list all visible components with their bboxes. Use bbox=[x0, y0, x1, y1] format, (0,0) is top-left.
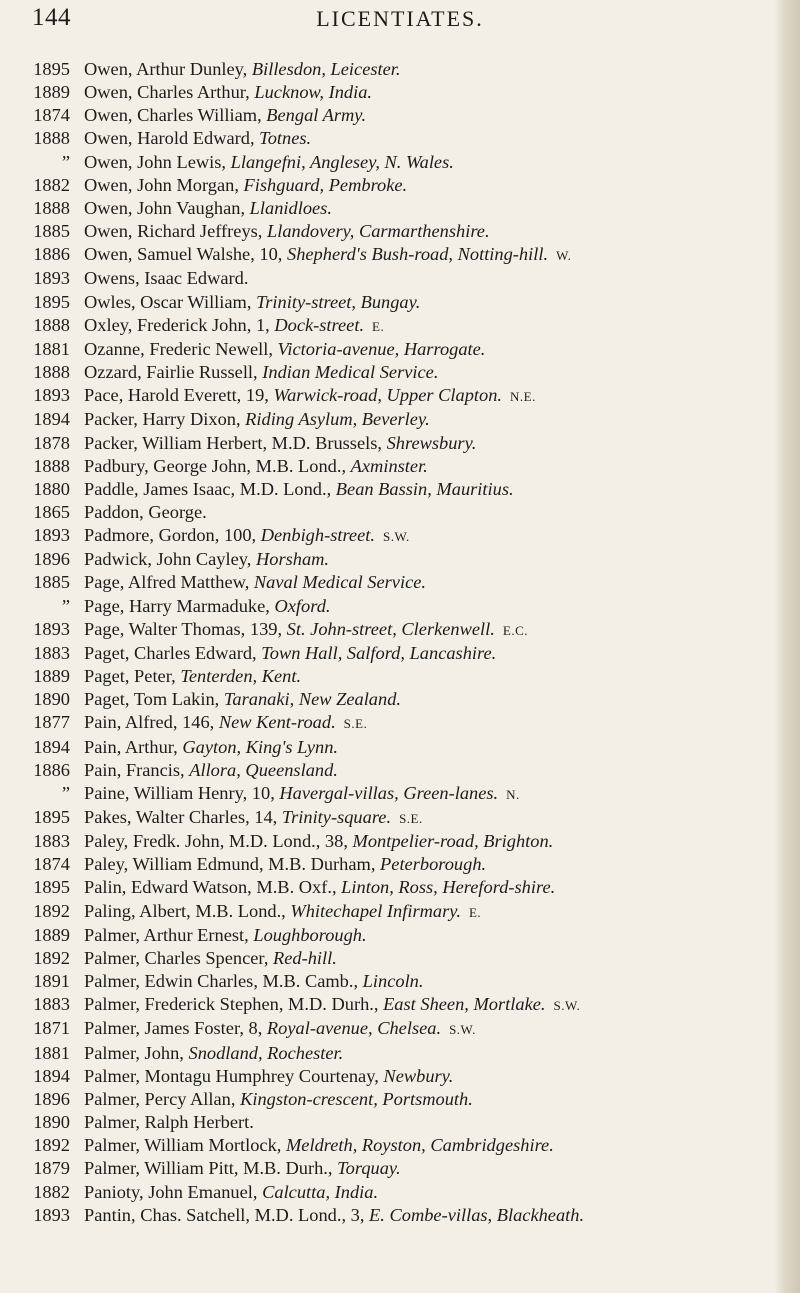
entry-year: 1893 bbox=[33, 618, 70, 639]
entry-name: Owens, Isaac Edward. bbox=[84, 268, 249, 289]
entry-text bbox=[84, 314, 800, 338]
entry-year: 1891 bbox=[33, 971, 70, 992]
entry-year: 1894 bbox=[33, 409, 70, 430]
entry-year: 1878 bbox=[33, 432, 70, 453]
entry-postal-district: N. bbox=[506, 786, 520, 802]
entry-text bbox=[84, 853, 800, 876]
entry-text bbox=[84, 548, 800, 571]
list-item bbox=[0, 688, 800, 711]
entry-place: East Sheen, Mortlake. bbox=[383, 994, 546, 1015]
list-item bbox=[0, 408, 800, 431]
entry-place: Riding Asylum, Beverley. bbox=[245, 409, 430, 430]
entry-year: 1879 bbox=[33, 1158, 70, 1179]
entry-text bbox=[84, 688, 800, 711]
entry-place: Indian Medical Service. bbox=[262, 362, 439, 383]
list-item bbox=[0, 314, 800, 338]
entry-name: Palmer, Ralph Herbert. bbox=[84, 1112, 254, 1133]
entry-place: Kingston-crescent, Portsmouth. bbox=[240, 1088, 473, 1109]
entry-text bbox=[84, 127, 800, 150]
entry-name: Pain, Francis, bbox=[84, 759, 190, 780]
entry-text bbox=[84, 806, 800, 830]
entry-place: Lincoln. bbox=[362, 971, 424, 992]
list-item bbox=[0, 595, 800, 618]
entry-place: Bengal Army. bbox=[266, 105, 367, 126]
entry-year: 1881 bbox=[33, 1042, 70, 1063]
running-head: LICENTIATES. bbox=[316, 6, 484, 31]
entry-name: Paget, Charles Edward, bbox=[84, 642, 262, 663]
entry-text bbox=[84, 220, 800, 243]
entry-place: Naval Medical Service. bbox=[253, 572, 426, 593]
entry-place: Trinity-street, Bungay. bbox=[256, 291, 421, 312]
entry-text bbox=[84, 104, 800, 127]
entry-name: Pakes, Walter Charles, 14, bbox=[84, 807, 282, 827]
entry-name: Palmer, Montagu Humphrey Courtenay, bbox=[84, 1065, 384, 1086]
list-item bbox=[0, 830, 800, 853]
entry-year: 1882 bbox=[33, 1181, 70, 1202]
entry-text bbox=[84, 876, 800, 899]
entry-place: Victoria-avenue, Harrogate. bbox=[277, 338, 486, 359]
entry-name: Palmer, William Mortlock, bbox=[84, 1135, 286, 1156]
entry-place: Whitechapel Infirmary. bbox=[290, 900, 461, 921]
list-item bbox=[0, 876, 800, 899]
entry-year: 1888 bbox=[33, 314, 70, 335]
entry-text bbox=[84, 524, 800, 548]
entry-place: Snodland, Rochester. bbox=[188, 1042, 344, 1063]
entry-text bbox=[84, 58, 800, 81]
entry-place: Montpelier-road, Brighton. bbox=[352, 831, 554, 852]
entry-name: Owen, John Lewis, bbox=[84, 151, 231, 172]
list-item bbox=[0, 924, 800, 947]
entry-text bbox=[84, 1181, 800, 1204]
entry-year: 1888 bbox=[33, 362, 70, 383]
entry-place: Town Hall, Salford, Lancashire. bbox=[261, 642, 497, 663]
entry-year: 1889 bbox=[33, 924, 70, 945]
entry-text bbox=[84, 642, 800, 665]
entry-place: Shrewsbury. bbox=[386, 432, 477, 453]
list-item bbox=[0, 384, 800, 408]
entry-name: Padmore, Gordon, 100, bbox=[84, 525, 261, 546]
entry-year: 1865 bbox=[33, 501, 70, 522]
entry-name: Owen, Samuel Walshe, 10, bbox=[84, 244, 287, 265]
entry-text bbox=[84, 455, 800, 478]
entry-year: 1894 bbox=[33, 1065, 70, 1086]
list-item bbox=[0, 174, 800, 197]
entry-place: Lucknow, India. bbox=[254, 82, 373, 103]
list-item bbox=[0, 1017, 800, 1041]
entry-name: Ozanne, Frederic Newell, bbox=[84, 338, 278, 359]
entry-text bbox=[84, 338, 800, 361]
entry-text bbox=[84, 243, 800, 267]
entry-place: Dock-street. bbox=[274, 314, 365, 335]
entry-name: Paddle, James Isaac, M.D. Lond., bbox=[84, 478, 336, 499]
entry-place: Newbury. bbox=[383, 1065, 454, 1086]
entry-year: 1889 bbox=[33, 666, 70, 687]
entry-text bbox=[84, 571, 800, 594]
entry-place: Totnes. bbox=[259, 128, 312, 149]
list-item bbox=[0, 1204, 800, 1227]
entry-place: Bean Bassin, Mauritius. bbox=[335, 478, 514, 499]
entry-name: Palmer, Edwin Charles, M.B. Camb., bbox=[84, 971, 363, 992]
entry-text bbox=[84, 970, 800, 993]
entry-name: Paling, Albert, M.B. Lond., bbox=[84, 900, 291, 921]
entry-text bbox=[84, 1017, 800, 1041]
entry-place: Horsham. bbox=[255, 549, 330, 570]
entry-place: Gayton, King's Lynn. bbox=[182, 736, 338, 757]
entry-name: Pantin, Chas. Satchell, M.D. Lond., 3, bbox=[84, 1204, 370, 1225]
entry-place: Torquay. bbox=[337, 1158, 401, 1179]
entry-postal-district: E.C. bbox=[502, 622, 528, 638]
entry-name: Panioty, John Emanuel, bbox=[84, 1181, 263, 1202]
entry-year: 1889 bbox=[33, 82, 70, 103]
entry-name: Page, Walter Thomas, 139, bbox=[84, 618, 287, 639]
entry-year: 1886 bbox=[33, 244, 70, 265]
entry-postal-district: E. bbox=[468, 904, 482, 920]
entry-name: Paddon, George. bbox=[84, 501, 207, 522]
list-item bbox=[0, 267, 800, 290]
entry-text bbox=[84, 900, 800, 924]
entry-place: Oxford. bbox=[274, 595, 331, 616]
list-item bbox=[0, 1181, 800, 1204]
list-item bbox=[0, 220, 800, 243]
entry-year: 1883 bbox=[33, 831, 70, 852]
entry-text bbox=[84, 736, 800, 759]
entry-name: Padbury, George John, M.B. Lond., bbox=[84, 455, 351, 476]
list-item bbox=[0, 104, 800, 127]
entry-text bbox=[84, 81, 800, 104]
entry-name: Palin, Edward Watson, M.B. Oxf., bbox=[84, 877, 342, 898]
entry-text bbox=[84, 151, 800, 174]
entry-name: Owen, Charles Arthur, bbox=[84, 82, 255, 103]
entry-year: 1892 bbox=[33, 900, 70, 921]
entry-name: Palmer, Frederick Stephen, M.D. Durh., bbox=[84, 994, 384, 1015]
entry-place: Denbigh-street. bbox=[260, 525, 375, 546]
entry-place: Trinity-square. bbox=[281, 807, 392, 827]
entry-year: ” bbox=[61, 595, 70, 616]
entry-year: 1893 bbox=[33, 1204, 70, 1225]
list-item bbox=[0, 455, 800, 478]
list-item bbox=[0, 478, 800, 501]
list-item bbox=[0, 432, 800, 455]
list-item bbox=[0, 1088, 800, 1111]
list-item bbox=[0, 571, 800, 594]
entry-text bbox=[84, 993, 800, 1017]
list-item bbox=[0, 782, 800, 806]
entry-place: Havergal-villas, Green-lanes. bbox=[279, 782, 499, 803]
entry-year: 1890 bbox=[33, 689, 70, 710]
entry-year: 1877 bbox=[33, 712, 70, 733]
list-item bbox=[0, 736, 800, 759]
entry-year: 1895 bbox=[33, 877, 70, 898]
list-item bbox=[0, 81, 800, 104]
entry-place: E. Combe-villas, Blackheath. bbox=[369, 1204, 585, 1225]
entry-year: 1893 bbox=[33, 268, 70, 289]
entry-name: Pace, Harold Everett, 19, bbox=[84, 385, 274, 406]
entry-name: Ozzard, Fairlie Russell, bbox=[84, 362, 263, 383]
list-item bbox=[0, 970, 800, 993]
entry-name: Packer, William Herbert, M.D. Brussels, bbox=[84, 432, 387, 453]
list-item bbox=[0, 127, 800, 150]
entry-postal-district: S.W. bbox=[382, 529, 410, 545]
entry-place: Llangefni, Anglesey, N. Wales. bbox=[230, 151, 454, 172]
entry-text bbox=[84, 197, 800, 220]
entry-name: Palmer, James Foster, 8, bbox=[84, 1018, 267, 1039]
entry-text bbox=[84, 947, 800, 970]
entry-postal-district: N.E. bbox=[510, 389, 536, 405]
list-item bbox=[0, 58, 800, 81]
list-item bbox=[0, 947, 800, 970]
entry-text bbox=[84, 1204, 800, 1227]
entry-place: Fishguard, Pembroke. bbox=[243, 174, 408, 195]
entry-year: 1874 bbox=[33, 854, 70, 875]
entry-place: St. John-street, Clerkenwell. bbox=[286, 618, 495, 639]
list-item bbox=[0, 291, 800, 314]
entry-name: Palmer, Charles Spencer, bbox=[84, 947, 274, 968]
list-item bbox=[0, 1042, 800, 1065]
entry-name: Padwick, John Cayley, bbox=[84, 549, 256, 570]
entry-name: Owen, Richard Jeffreys, bbox=[84, 221, 267, 242]
entry-place: Peterborough. bbox=[380, 854, 487, 875]
entry-text bbox=[84, 759, 800, 782]
entry-year: 1888 bbox=[33, 197, 70, 218]
entry-text bbox=[84, 361, 800, 384]
entry-name: Palmer, John, bbox=[84, 1042, 189, 1063]
entry-name: Owen, John Vaughan, bbox=[84, 197, 250, 218]
entry-text bbox=[84, 267, 800, 290]
entry-name: Page, Alfred Matthew, bbox=[84, 572, 254, 593]
entry-postal-district: E. bbox=[372, 318, 385, 334]
entry-text bbox=[84, 291, 800, 314]
entry-text bbox=[84, 618, 800, 642]
entry-name: Paley, William Edmund, M.B. Durham, bbox=[84, 854, 381, 875]
list-item bbox=[0, 618, 800, 642]
list-item bbox=[0, 501, 800, 524]
entry-postal-district: S.W. bbox=[449, 1022, 476, 1038]
list-item bbox=[0, 1065, 800, 1088]
list-item bbox=[0, 1111, 800, 1134]
entry-name: Owen, Arthur Dunley, bbox=[84, 59, 252, 79]
entry-name: Owen, Charles William, bbox=[84, 105, 267, 126]
entry-text bbox=[84, 478, 800, 501]
entry-text bbox=[84, 711, 800, 735]
list-item bbox=[0, 759, 800, 782]
entry-year: 1895 bbox=[33, 291, 70, 312]
entry-year: 1886 bbox=[33, 759, 70, 780]
entry-name: Pain, Arthur, bbox=[84, 736, 183, 757]
entry-name: Palmer, Percy Allan, bbox=[84, 1088, 241, 1109]
entry-text bbox=[84, 924, 800, 947]
entry-text bbox=[84, 665, 800, 688]
entry-place: Meldreth, Royston, Cambridgeshire. bbox=[285, 1135, 554, 1156]
entry-text bbox=[84, 782, 800, 806]
list-item bbox=[0, 548, 800, 571]
list-item bbox=[0, 524, 800, 548]
entry-year: 1885 bbox=[33, 572, 70, 593]
entry-year: 1890 bbox=[33, 1112, 70, 1133]
list-item bbox=[0, 243, 800, 267]
entry-place: Shepherd's Bush-road, Notting-hill. bbox=[287, 244, 549, 265]
entry-name: Paley, Fredk. John, M.D. Lond., 38, bbox=[84, 831, 353, 852]
entry-name: Owen, John Morgan, bbox=[84, 174, 244, 195]
entry-place: Warwick-road, Upper Clapton. bbox=[273, 385, 502, 406]
entry-name: Paget, Peter, bbox=[84, 666, 181, 687]
page-header bbox=[0, 0, 800, 40]
list-item bbox=[0, 993, 800, 1017]
entry-name: Owen, Harold Edward, bbox=[84, 128, 260, 149]
entry-name: Owles, Oscar William, bbox=[84, 291, 257, 312]
entry-name: Palmer, Arthur Ernest, bbox=[84, 924, 254, 945]
entry-year: 1892 bbox=[33, 1135, 70, 1156]
list-item bbox=[0, 1134, 800, 1157]
entry-place: Billesdon, Leicester. bbox=[251, 59, 401, 79]
entry-text bbox=[84, 501, 800, 524]
entry-year: 1896 bbox=[33, 1088, 70, 1109]
entry-year: 1871 bbox=[33, 1018, 70, 1039]
licentiates-list bbox=[0, 58, 800, 1227]
entry-year: 1880 bbox=[33, 478, 70, 499]
entry-year: ” bbox=[61, 782, 70, 803]
entry-year: 1874 bbox=[33, 105, 70, 126]
list-item bbox=[0, 197, 800, 220]
entry-text bbox=[84, 384, 800, 408]
entry-name: Packer, Harry Dixon, bbox=[84, 409, 246, 430]
entry-year: 1896 bbox=[33, 549, 70, 570]
entry-year: 1882 bbox=[33, 174, 70, 195]
entry-year: 1888 bbox=[33, 455, 70, 476]
entry-year: 1892 bbox=[33, 947, 70, 968]
entry-postal-district: S.W. bbox=[553, 998, 581, 1014]
entry-year: 1895 bbox=[33, 807, 70, 827]
entry-place: Royal-avenue, Chelsea. bbox=[266, 1018, 442, 1039]
entry-text bbox=[84, 408, 800, 431]
entry-text bbox=[84, 1157, 800, 1180]
entry-name: Page, Harry Marmaduke, bbox=[84, 595, 275, 616]
entry-year: 1888 bbox=[33, 128, 70, 149]
entry-place: Loughborough. bbox=[253, 924, 367, 945]
entry-place: New Kent-road. bbox=[218, 712, 336, 733]
entry-place: Axminster. bbox=[350, 455, 428, 476]
list-item bbox=[0, 665, 800, 688]
entry-year: 1881 bbox=[33, 338, 70, 359]
entry-text bbox=[84, 174, 800, 197]
list-item bbox=[0, 1157, 800, 1180]
entry-year: 1883 bbox=[33, 994, 70, 1015]
entry-place: Linton, Ross, Hereford-shire. bbox=[341, 877, 556, 898]
entry-year: 1893 bbox=[33, 525, 70, 546]
list-item bbox=[0, 361, 800, 384]
entry-text bbox=[84, 1134, 800, 1157]
entry-year: 1895 bbox=[33, 59, 70, 79]
entry-year: 1893 bbox=[33, 385, 70, 406]
entry-year: ” bbox=[61, 151, 70, 172]
entry-postal-district: S.E. bbox=[399, 811, 423, 826]
entry-place: Red-hill. bbox=[273, 947, 337, 968]
entry-place: Llanidloes. bbox=[249, 197, 332, 218]
entry-year: 1883 bbox=[33, 642, 70, 663]
list-item bbox=[0, 900, 800, 924]
entry-year: 1885 bbox=[33, 221, 70, 242]
entry-place: Allora, Queensland. bbox=[189, 759, 338, 780]
list-item bbox=[0, 853, 800, 876]
entry-text bbox=[84, 1042, 800, 1065]
entry-postal-district: S.E. bbox=[343, 716, 368, 732]
list-item bbox=[0, 806, 800, 830]
entry-text bbox=[84, 432, 800, 455]
entry-name: Paget, Tom Lakin, bbox=[84, 689, 224, 710]
entry-place: Calcutta, India. bbox=[262, 1181, 379, 1202]
entry-place: Llandovery, Carmarthenshire. bbox=[267, 221, 490, 242]
list-item bbox=[0, 711, 800, 735]
entry-text bbox=[84, 1065, 800, 1088]
entry-text bbox=[84, 595, 800, 618]
entry-text bbox=[84, 830, 800, 853]
list-item bbox=[0, 151, 800, 174]
entry-name: Pain, Alfred, 146, bbox=[84, 712, 219, 733]
entry-text bbox=[84, 1111, 800, 1134]
entry-text bbox=[84, 1088, 800, 1111]
list-item bbox=[0, 338, 800, 361]
entry-postal-district: W. bbox=[556, 248, 572, 264]
list-item bbox=[0, 642, 800, 665]
entry-name: Paine, William Henry, 10, bbox=[84, 782, 280, 803]
entry-name: Palmer, William Pitt, M.B. Durh., bbox=[84, 1158, 338, 1179]
page-number: 144 bbox=[32, 4, 71, 31]
entry-place: Taranaki, New Zealand. bbox=[223, 689, 401, 710]
entry-place: Tenterden, Kent. bbox=[180, 666, 302, 687]
entry-name: Oxley, Frederick John, 1, bbox=[84, 314, 275, 335]
entry-year: 1894 bbox=[33, 736, 70, 757]
